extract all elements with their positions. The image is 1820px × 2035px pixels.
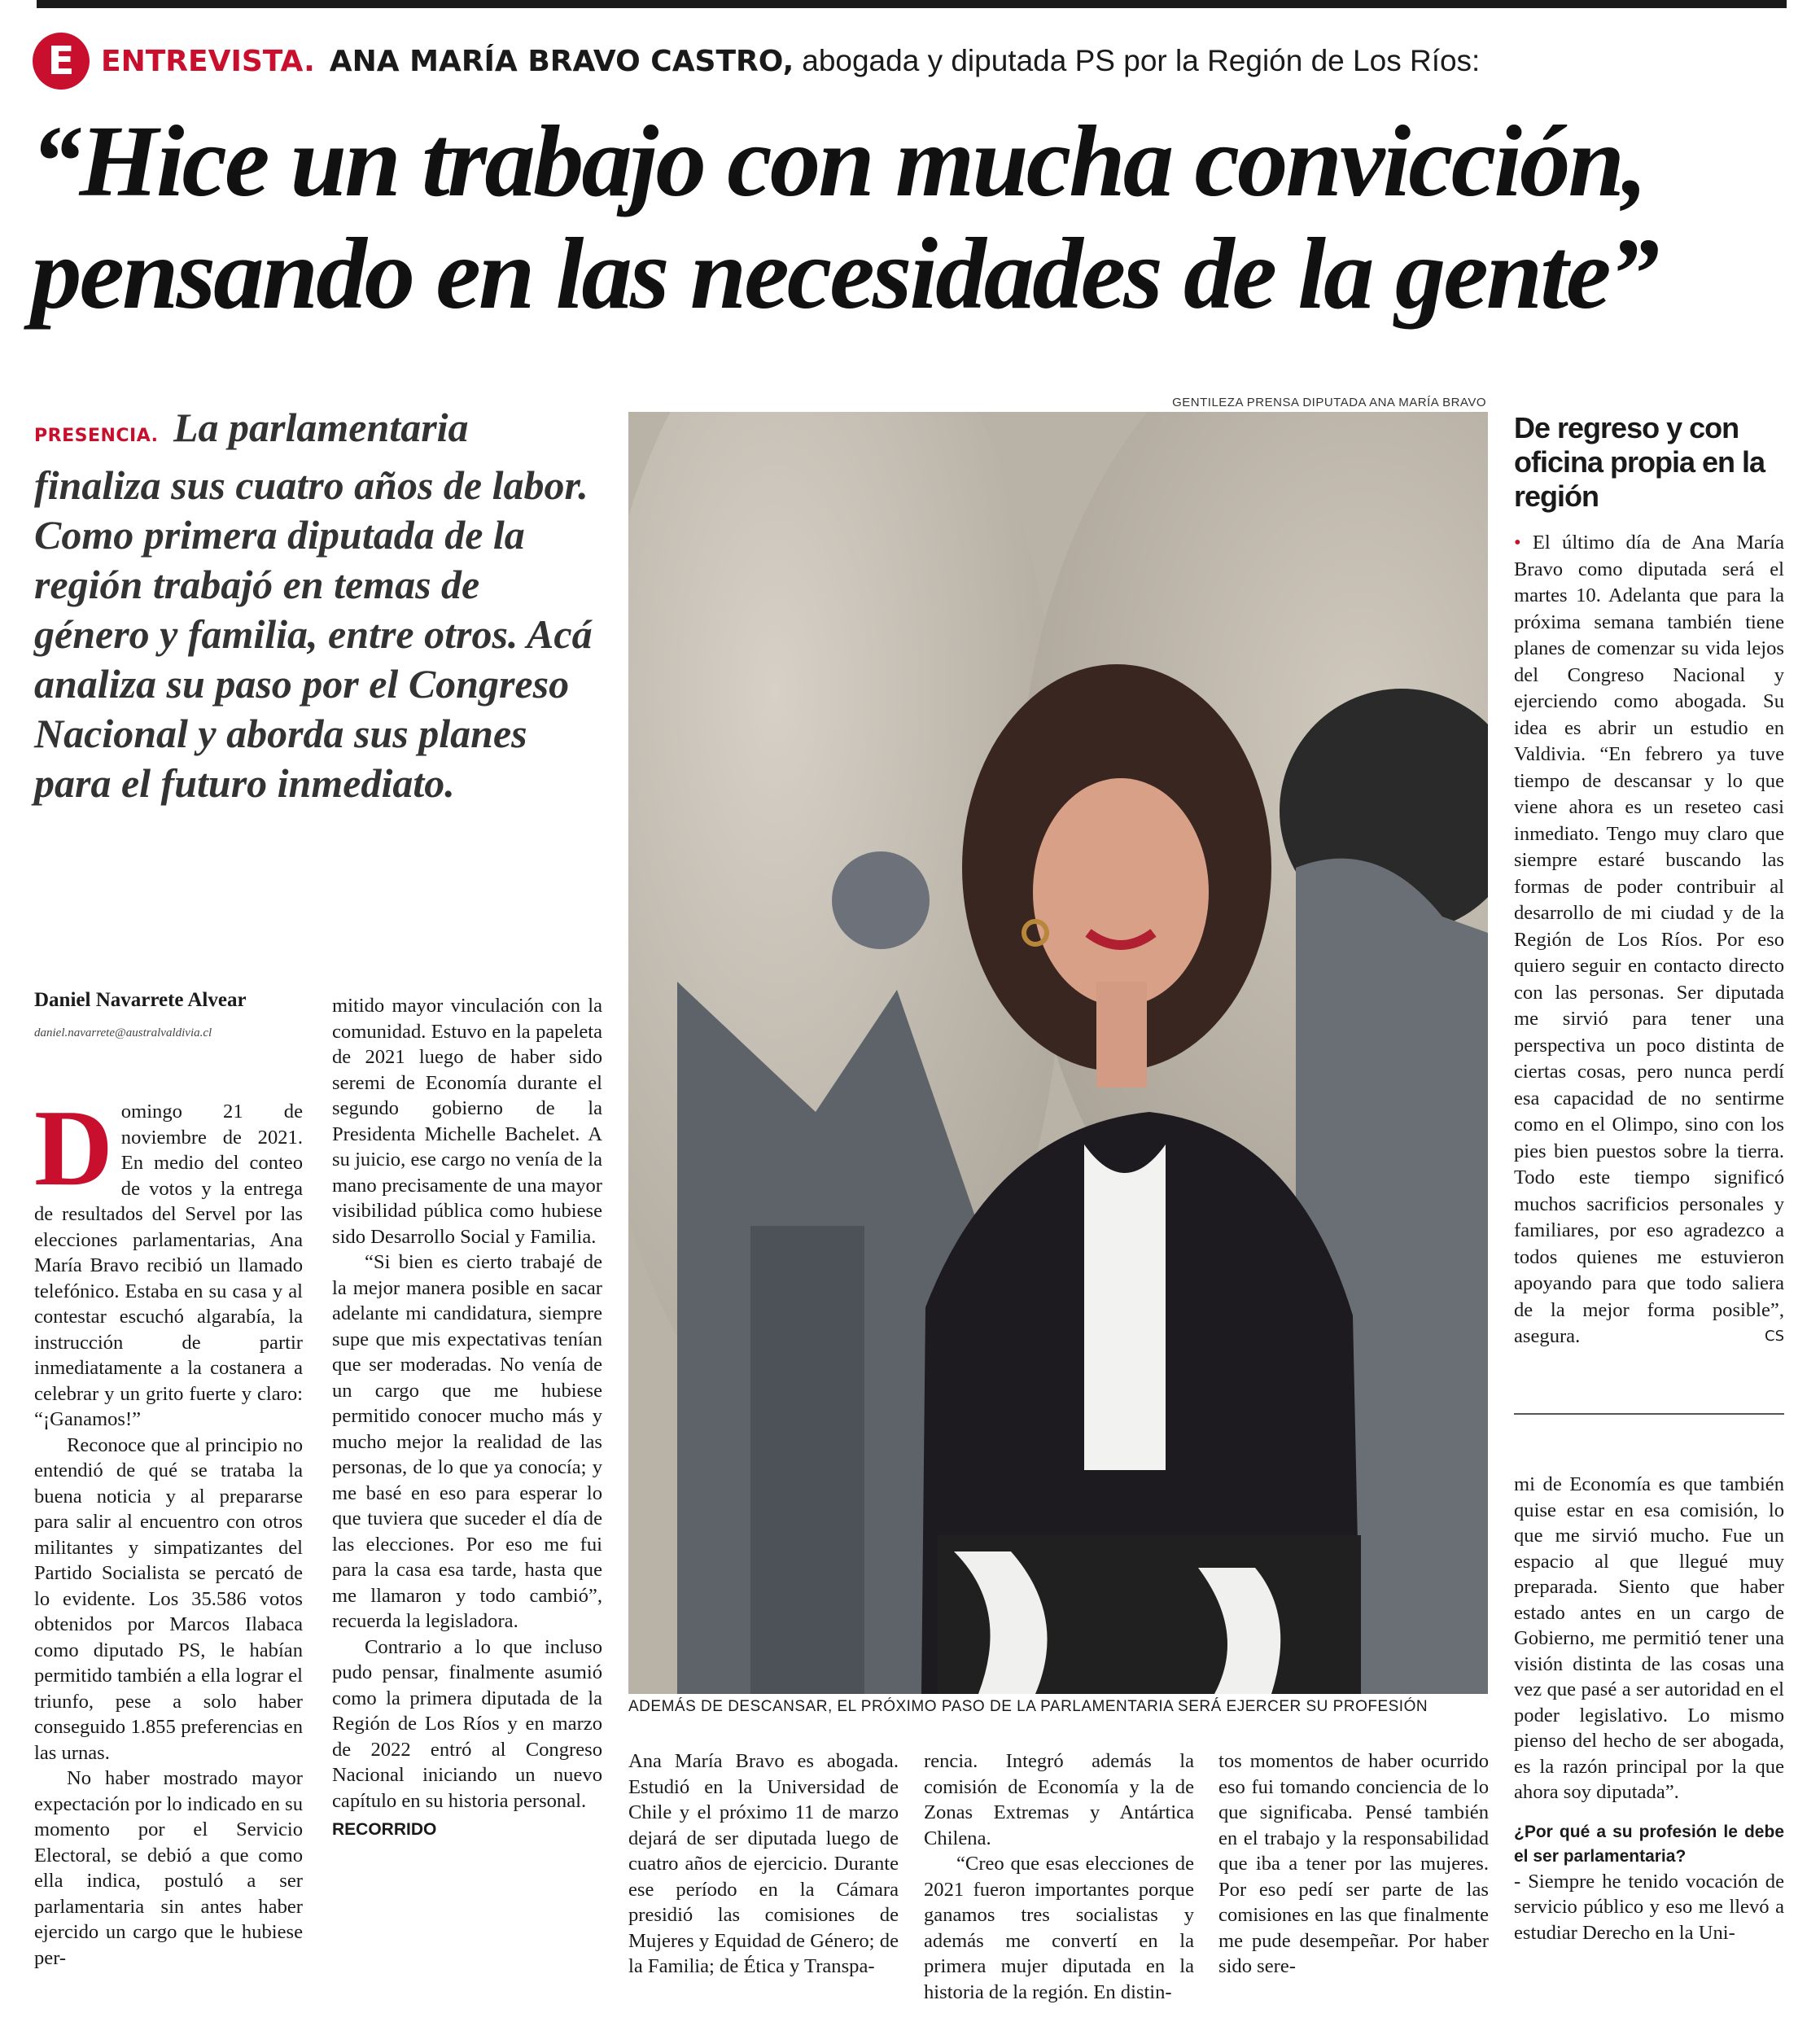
body-column-4 [924, 1748, 1194, 2005]
kicker-name: ANA MARÍA BRAVO CASTRO, [329, 44, 794, 78]
paragraph: “Creo que esas elecciones de 2021 fueron importantes porque ganamos tres socialistas y además me convertí en la primera mujer diputada en la historia de la región. En distin- [924, 1853, 1194, 2003]
answer-paragraph: - Siempre he tenido vocación de servicio público y eso me llevó a estudiar Derecho en la Uni- [1514, 1870, 1784, 1944]
section-badge-icon: E [33, 33, 90, 90]
headline [31, 106, 1797, 330]
byline [34, 989, 327, 1040]
body-column-1 [34, 1088, 303, 1971]
paragraph: “Si bien es cierto trabajé de la mejor manera posible en sacar adelante mi candidatura, siempre supe que mis expectativas tenían que ser moderadas. No venía de un cargo que me hubiese permitido conocer mucho más y mucho mejor la realidad de las personas, de lo que ya conocía; y me basé en eso para esperar lo que tuviera que suceder el día de las elecciones. Por eso me fui para la casa esa tarde, hasta que me llamaron y todo cambió”, recuerda la legisladora. [332, 1251, 602, 1632]
kicker-description: abogada y diputada PS por la Región de Los Ríos: [802, 44, 1481, 77]
sidebar-text [1514, 530, 1784, 1350]
paragraph: tos momentos de haber ocurrido eso fui tomando conciencia de lo que significaba. Pensé también en el trabajo y la responsabilidad que iba a tener por las mujeres. Por eso pedí ser parte de las comisiones en las que finalmente me pude desempeñar. Por haber sido sere- [1218, 1750, 1489, 1977]
body-column-3 [628, 1748, 899, 1980]
paragraph: No haber mostrado mayor expectación por lo indicado en su momento por el Servicio Electoral, se debió a que como ella indica, postuló a ser parlamentaria sin antes haber ejercido un cargo que le hubiese per- [34, 1767, 303, 1969]
question-subhead: ¿Por qué a su profesión le debe el ser parlamentaria? [1514, 1822, 1784, 1866]
lede-text: La parlamentaria finaliza sus cuatro años de labor. Como primera diputada de la región trabajó en temas de género y familia, entre otros. Acá analiza su paso por el Congreso Nacional y aborda sus planes para el futuro inmediato. [34, 405, 593, 806]
paragraph: Ana María Bravo es abogada. Estudió en la Universidad de Chile y el próximo 11 de marzo dejará de ser diputada luego de cuatro años de ejercicio. Durante ese período en la Cámara presidió las comisiones de Mujeres y Equidad de Género; de la Familia; de Ética y Transpa- [628, 1750, 899, 1977]
paragraph: mitido mayor vinculación con la comunidad. Estuvo en la papeleta de 2021 luego de haber sido seremi de Economía durante el segundo gobierno de la Presidenta Michelle Bachelet. A su juicio, ese cargo no venía de la mano precisamente de una mayor visibilidad pública como hubiese sido Desarrollo Social y Familia. [332, 995, 602, 1248]
drop-cap: D [34, 1088, 113, 1208]
paragraph-text: omingo 21 de noviembre de 2021. En medio del conteo de votos y la entrega de resultados del Servel por las elecciones parlamentarias, Ana María Bravo recibió un llamado telefónico. Estaba en su casa y al contestar escuchó algarabía, la instrucción de partir inmediatamente a la costanera a celebrar y un grito fuerte y claro: “¡Ganamos!” [34, 1101, 303, 1430]
author-email: daniel.navarrete@australvaldivia.cl [34, 1026, 212, 1039]
body-column-6 [1514, 1472, 1784, 1945]
lede-tag: PRESENCIA. [34, 426, 159, 446]
headline-line-1: “Hice un trabajo con mucha convicción, [31, 106, 1646, 218]
headline-line-2: pensando en las necesidades de la gente” [31, 218, 1657, 330]
paragraph: Contrario a lo que incluso pudo pensar, finalmente asumió como la primera diputada de la Región de Los Ríos y en marzo de 2022 entró al Congreso Nacional iniciando un nuevo capítulo en su historia personal. [332, 1635, 602, 1812]
sidebar-paragraph: El último día de Ana María Bravo como diputada será el martes 10. Adelanta que para la próxima semana también tiene planes de comenzar su vida lejos del Congreso Nacional y ejerciendo como abogada. Su idea es abrir un estudio en Valdivia. “En febrero ya tuve tiempo de descansar y lo que viene ahora es un reseteo casi inmediato. Tengo muy claro que siempre estaré buscando las formas de poder contribuir al desarrollo de mi ciudad y de la Región de Los Ríos. Por eso quiero seguir en contacto directo con las personas. Ser diputada me sirvió para tener una perspectiva un poco distinta de ciertas cosas, pero nunca perdí esa capacidad de no sentirme como en el Olimpo, sino con los pies bien puestos sobre la tierra. Todo este tiempo significó muchos sacrificios personales y familiares, por eso agradezco a todos quienes me estuvieron apoyando para que todo saliera de la mejor forma posible”, asegura. [1514, 532, 1784, 1347]
photo-caption: ADEMÁS DE DESCANSAR, EL PRÓXIMO PASO DE LA PARLAMENTARIA SERÁ EJERCER SU PROFESIÓN [628, 1698, 1428, 1715]
body-column-2 [332, 993, 602, 1843]
lede [34, 403, 604, 808]
paragraph: mi de Economía es que también quise estar en esa comisión, lo que me sirvió mucho. Fue un espacio al que llegué muy preparada. Siento que haber estado antes en un cargo de Gobierno, me permitió tener una visión distinta de las cosas una vez que pasé a ser autoridad en el poder legislativo. Lo mismo pienso del hecho de ser abogada, es la razón principal por la que ahora soy diputada”. [1514, 1473, 1784, 1803]
sidebar-box [1514, 411, 1784, 1350]
photo-credit: GENTILEZA PRENSA DIPUTADA ANA MARÍA BRAVO [1172, 396, 1486, 409]
kicker-line [33, 33, 1480, 90]
author-name: Daniel Navarrete Alvear [34, 989, 247, 1011]
paragraph: Reconoce que al principio no entendió de qué se trataba la buena noticia y al prepararse para salir al encuentro con otros militantes y simpatizantes del Partido Socialista se percató de lo evidente. Los 35.586 votos obtenidos por Marcos Ilabaca como diputado PS, le habían permitido también a ella lograr el triunfo, pese a solo haber conseguido 1.855 preferencias en las urnas. [34, 1433, 303, 1764]
body-column-5 [1218, 1748, 1489, 1980]
bullet-icon: • [1514, 532, 1521, 554]
paragraph [34, 1088, 303, 1433]
subhead-recorrido: RECORRIDO [332, 1820, 437, 1839]
sidebar-divider [1514, 1413, 1784, 1415]
paragraph: rencia. Integró además la comisión de Economía y la de Zonas Extremas y Antártica Chilena. [924, 1750, 1194, 1849]
sidebar-title: De regreso y con oficina propia en la región [1514, 411, 1765, 513]
portrait-photo [628, 412, 1488, 1694]
top-rule [37, 0, 1787, 8]
kicker-section: ENTREVISTA. [101, 44, 315, 78]
end-mark-icon: CS [1765, 1328, 1784, 1345]
